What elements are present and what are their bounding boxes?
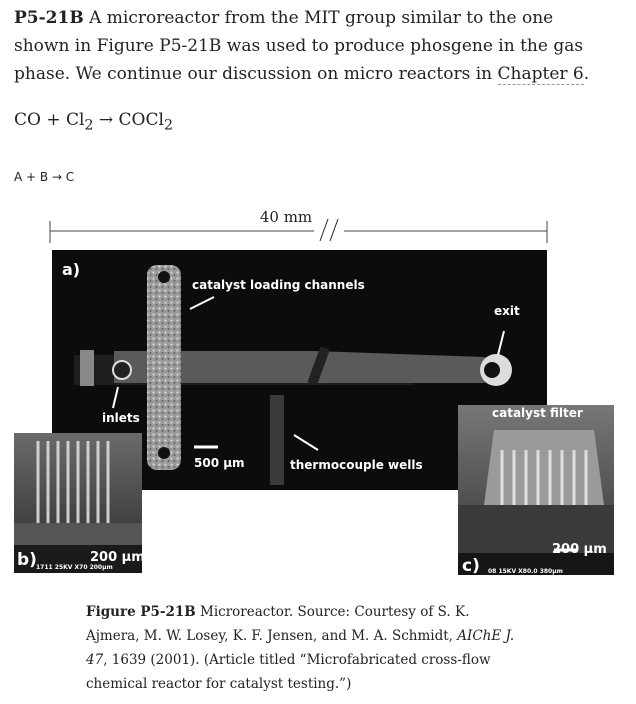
inlets-label: inlets — [102, 411, 140, 425]
scale-c-label: 200 μm — [552, 542, 607, 557]
panel-b-label: b) — [17, 550, 37, 570]
sem-b-text: 1711 25KV X70 200μm — [36, 564, 113, 571]
caption-prefix: Figure P5-21B — [86, 604, 196, 620]
catalyst-filter-label: catalyst filter — [492, 406, 583, 420]
caption-text-1: Microreactor. Source: Courtesy of S. K. Ajmera, M. W. Losey, K. F. Jensen, and M. A. Schmidt, — [86, 604, 470, 644]
caption-journal: AIChE J. 47 — [86, 628, 515, 668]
scale-a-label: 500 μm — [194, 456, 245, 470]
reaction-equation — [14, 110, 173, 133]
scale-bar — [50, 208, 547, 243]
chapter-6-link[interactable]: Chapter 6 — [497, 64, 584, 84]
plus-sign: + — [46, 110, 61, 130]
problem-text-end: . — [583, 64, 590, 84]
reactant-cl2: $Cl_2$ — [66, 110, 94, 134]
scale-label: 40 mm — [259, 208, 313, 226]
problem-id: P5-21B — [14, 8, 84, 28]
reactant-co: CO — [14, 110, 41, 130]
product-cocl2: COCl$_2$ — [118, 110, 173, 134]
generic-reaction: A + B → C — [14, 170, 75, 184]
panel-c-label: c) — [462, 556, 480, 576]
thermocouple-label: thermocouple wells — [290, 458, 423, 472]
exit-label: exit — [494, 304, 520, 318]
problem-text: A microreactor from the MIT group similar to the one shown in Figure P5-21B was used to produce phosgene in the gas phase. We continue our discussion on micro reactors in — [14, 8, 584, 84]
caption-text-2: , 1639 (2001). (Article titled “Microfabricated cross-flow chemical reactor for catalyst testing.”) — [86, 652, 491, 692]
panel-b — [14, 433, 145, 573]
problem-statement — [14, 4, 614, 88]
panel-c — [458, 405, 614, 576]
catalyst-loading-label: catalyst loading channels — [192, 278, 365, 292]
figure-caption — [86, 600, 526, 696]
microreactor-figure — [14, 205, 614, 585]
reaction-arrow: → — [98, 110, 114, 130]
panel-a-label: a) — [62, 260, 81, 279]
scale-b-label: 200 μm — [90, 550, 145, 565]
sem-c-text: 08 15KV X80.0 380μm — [488, 568, 563, 575]
